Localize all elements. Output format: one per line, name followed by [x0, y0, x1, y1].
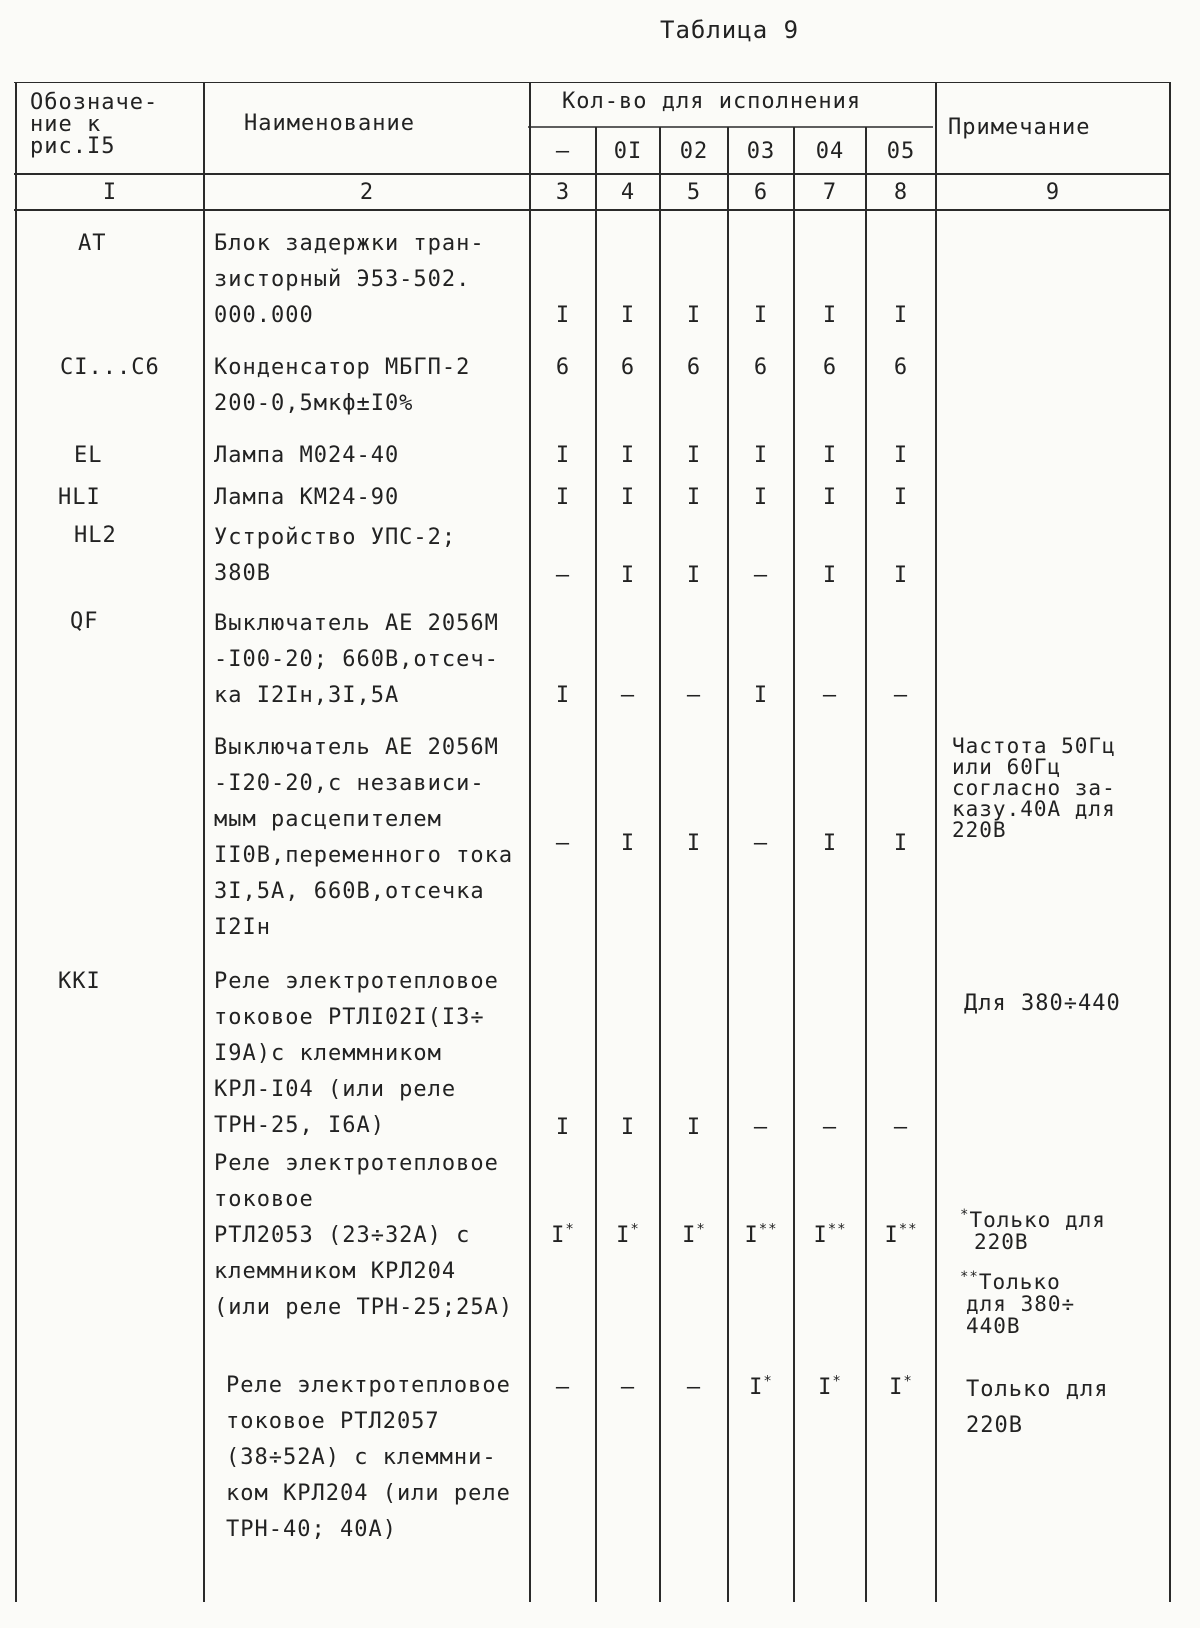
qty-cell [728, 1370, 794, 1406]
row-designation: HL2 [74, 523, 117, 548]
header-variant: 04 [815, 139, 845, 164]
qty-cell: I [822, 485, 838, 510]
qty-cell: I [753, 485, 769, 510]
qty-cell: – [893, 683, 909, 708]
footnote-mark: ** [827, 1221, 847, 1238]
qty-cell [596, 1218, 660, 1254]
qty-value: – [620, 1375, 636, 1400]
qty-value: I [813, 1223, 828, 1248]
column-number: 4 [620, 180, 636, 205]
qty-cell [660, 1218, 728, 1254]
row-note: Только для 220В [966, 1377, 1109, 1438]
header-variant: – [555, 139, 571, 164]
column-number: 2 [359, 180, 375, 205]
table-caption: Таблица 9 [660, 16, 800, 44]
qty-cell [866, 1370, 936, 1406]
row-note-line: 440В [966, 1314, 1021, 1338]
column-number: 7 [822, 180, 838, 205]
qty-cell [866, 1218, 936, 1254]
header-designation: Обозначе- ние к рис.I5 [30, 90, 159, 159]
header-variant: 0I [613, 139, 643, 164]
qty-cell: I [893, 443, 909, 468]
header-qty-group: Кол-во для исполнения [562, 89, 862, 114]
qty-cell: 6 [893, 355, 909, 380]
column-number: 8 [893, 180, 909, 205]
qty-cell: I [555, 303, 571, 328]
row-name: Выключатель АЕ 2056М -I20-20,с независи- мым расцепителем II0В,переменного тока 3I,5А, 660В,отсечка I2Iн [214, 735, 514, 940]
footnote-mark: * [832, 1373, 842, 1390]
qty-value: I [682, 1223, 697, 1248]
qty-cell: I [555, 485, 571, 510]
row-designation: QF [70, 609, 99, 634]
qty-cell: I [893, 831, 909, 856]
qty-value: I [749, 1375, 764, 1400]
qty-cell: I [686, 831, 702, 856]
qty-value: I [884, 1223, 899, 1248]
qty-cell: – [822, 683, 838, 708]
qty-cell: I [753, 443, 769, 468]
qty-value: I [818, 1375, 833, 1400]
row-name: Реле электротепловое токовое РТЛ2057 (38÷52А) с клеммни- ком КРЛ204 (или реле ТРН-40; 40А) [226, 1373, 511, 1542]
row-name: Устройство УПС-2; 380В [214, 525, 457, 586]
column-number: 9 [1045, 180, 1061, 205]
qty-cell: I [555, 1115, 571, 1140]
footnote-mark: * [696, 1221, 706, 1238]
row-name: Конденсатор МБГП-2 200-0,5мкф±I0% [214, 355, 471, 416]
column-number: 3 [555, 180, 571, 205]
qty-value: – [686, 1375, 702, 1400]
qty-cell: I [893, 303, 909, 328]
row-note-line: для 380÷ [966, 1292, 1076, 1316]
footnote-mark: ** [898, 1221, 918, 1238]
qty-cell [794, 1370, 866, 1406]
qty-cell: – [555, 563, 571, 588]
footnote-mark: * [903, 1373, 913, 1390]
header-name: Наименование [244, 111, 415, 136]
qty-cell: I [822, 303, 838, 328]
qty-cell: I [620, 1115, 636, 1140]
qty-cell [530, 1218, 596, 1254]
footnote-mark: * [763, 1373, 773, 1390]
qty-cell: – [893, 1115, 909, 1140]
qty-cell: – [822, 1115, 838, 1140]
qty-cell: I [686, 443, 702, 468]
footnote-mark: * [630, 1221, 640, 1238]
column-number: I [102, 180, 118, 205]
row-name: Лампа КМ24-90 [214, 485, 400, 510]
qty-cell [794, 1218, 866, 1254]
footnote-mark: * [960, 1207, 970, 1223]
qty-cell: I [686, 1115, 702, 1140]
qty-cell: I [893, 485, 909, 510]
qty-value: I [551, 1223, 566, 1248]
header-variant: 03 [746, 139, 776, 164]
qty-cell: I [555, 443, 571, 468]
qty-value: I [616, 1223, 631, 1248]
qty-cell: – [753, 563, 769, 588]
qty-cell: I [753, 683, 769, 708]
row-name: Реле электротепловое токовое РТЛ2053 (23÷32А) с клеммником КРЛ204 (или реле ТРН-25;25А) [214, 1151, 514, 1320]
header-variant: 05 [886, 139, 916, 164]
qty-cell: – [686, 683, 702, 708]
qty-cell: I [620, 831, 636, 856]
row-note-line: **Только [960, 1269, 1061, 1294]
qty-cell: – [555, 831, 571, 856]
row-name: Лампа М024-40 [214, 443, 400, 468]
footnote-mark: ** [960, 1269, 979, 1285]
row-note-line: *Только для [960, 1207, 1106, 1232]
qty-cell: I [822, 443, 838, 468]
qty-cell [728, 1218, 794, 1254]
row-name: Блок задержки тран- зисторный Э53-502. 000.000 [214, 231, 485, 328]
qty-cell [596, 1370, 660, 1406]
qty-cell: I [620, 303, 636, 328]
row-designation: KKI [58, 969, 101, 994]
qty-cell: 6 [753, 355, 769, 380]
qty-cell: – [620, 683, 636, 708]
header-note: Примечание [948, 115, 1091, 140]
qty-cell: I [620, 443, 636, 468]
qty-cell: I [893, 563, 909, 588]
qty-cell: 6 [555, 355, 571, 380]
qty-cell: 6 [822, 355, 838, 380]
qty-cell: I [822, 563, 838, 588]
row-note-line: 220В [974, 1230, 1029, 1254]
qty-cell: I [686, 485, 702, 510]
qty-cell: 6 [620, 355, 636, 380]
qty-cell [530, 1370, 596, 1406]
qty-cell [660, 1370, 728, 1406]
qty-value: – [555, 1375, 571, 1400]
row-designation: EL [74, 443, 103, 468]
qty-cell: I [620, 485, 636, 510]
qty-cell: I [753, 303, 769, 328]
column-number: 6 [753, 180, 769, 205]
qty-value: I [889, 1375, 904, 1400]
qty-cell: – [753, 831, 769, 856]
row-designation: CI...C6 [60, 355, 160, 380]
footnote-mark: ** [758, 1221, 778, 1238]
row-designation: AT [78, 231, 107, 256]
qty-cell: I [822, 831, 838, 856]
qty-cell: – [753, 1115, 769, 1140]
row-designation: HLI [58, 485, 101, 510]
column-number: 5 [686, 180, 702, 205]
qty-cell: I [620, 563, 636, 588]
qty-value: I [744, 1223, 759, 1248]
row-note: Частота 50Гц или 60Гц согласно за- казу.40А для 220В [952, 734, 1116, 842]
header-variant: 02 [679, 139, 709, 164]
row-name: Реле электротепловое токовое РТЛI02I(I3÷ I9А)с клеммником КРЛ-I04 (или реле ТРН-25, I6А) [214, 969, 499, 1138]
footnote-mark: * [565, 1221, 575, 1238]
qty-cell: 6 [686, 355, 702, 380]
qty-cell: I [686, 563, 702, 588]
qty-cell: I [555, 683, 571, 708]
row-name: Выключатель АЕ 2056М -I00-20; 660В,отсеч- ка I2Iн,3I,5А [214, 611, 499, 708]
spec-table [8, 82, 1178, 1612]
qty-cell: I [686, 303, 702, 328]
row-note: Для 380÷440 [964, 991, 1121, 1016]
